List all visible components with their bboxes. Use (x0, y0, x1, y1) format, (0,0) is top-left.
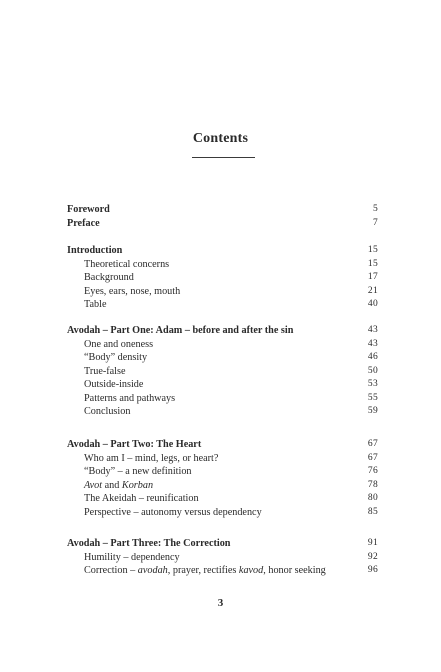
toc-entry-label: “Body” – a new definition (84, 466, 192, 477)
toc-entry-page: 78 (367, 479, 378, 490)
label-text: and (102, 479, 122, 491)
toc-subentry[interactable] (67, 285, 378, 299)
toc-entry-page: 91 (367, 538, 378, 548)
toc-entry-page: 15 (367, 258, 378, 269)
toc-entry-page: 43 (367, 338, 378, 349)
toc-entry-page: 21 (367, 285, 378, 296)
toc-subentry[interactable] (67, 564, 378, 578)
toc-subentry[interactable] (67, 492, 378, 506)
toc-subentry[interactable] (67, 298, 378, 312)
toc-front-matter (67, 203, 378, 230)
toc-entry-page: 76 (367, 466, 378, 476)
toc-entry-page: 59 (367, 406, 378, 416)
toc-entry-part-two[interactable] (67, 438, 378, 452)
toc-subentry[interactable] (67, 392, 378, 406)
toc-entry-label: Preface (67, 217, 100, 229)
toc-subentry[interactable] (67, 258, 378, 272)
toc-subentry[interactable] (67, 465, 378, 479)
toc-subentry[interactable] (67, 506, 378, 520)
toc-entry-part-one[interactable] (67, 324, 378, 338)
toc-entry-label: Perspective – autonomy versus dependency (84, 506, 262, 518)
toc-entry-label: Avodah – Part Three: The Correction (67, 538, 231, 549)
italic-term: avodah (137, 565, 168, 576)
toc-entry-page: 67 (367, 439, 378, 449)
toc-entry-label: Foreword (67, 204, 110, 215)
toc-entry-part-three[interactable] (67, 537, 378, 551)
toc-entry-label: Patterns and pathways (84, 392, 176, 404)
toc-entry-page: 96 (367, 565, 378, 575)
toc-entry-label: “Body” density (84, 352, 148, 363)
toc-entry-page: 50 (367, 365, 378, 376)
toc-entry-page: 40 (367, 299, 378, 309)
toc-subentry[interactable] (67, 351, 378, 365)
toc-entry-label: Humility – dependency (84, 551, 180, 563)
toc-entry-page: 17 (367, 272, 378, 282)
label-text: Correction – (84, 565, 138, 576)
label-text: , prayer, rectifies (167, 565, 239, 576)
toc-subentry[interactable] (67, 479, 378, 493)
toc-entry-label: Eyes, ears, nose, mouth (84, 285, 181, 297)
toc-subentry[interactable] (67, 271, 378, 285)
title-rule (192, 157, 255, 158)
toc-entry-page: 53 (367, 379, 378, 389)
toc-subentry[interactable] (67, 405, 378, 419)
toc-entry-label: The Akeidah – reunification (84, 493, 199, 504)
toc-entry-label: Background (84, 272, 134, 283)
toc-entry-page: 46 (367, 352, 378, 362)
toc-entry-label: Who am I – mind, legs, or heart? (84, 452, 219, 464)
toc-subentry[interactable] (67, 551, 378, 565)
toc-entry-label: Avodah – Part One: Adam – before and after the sin (67, 325, 294, 336)
toc-entry-label: True-false (84, 365, 126, 377)
italic-term: kavod (238, 565, 264, 576)
toc-entry-page: 85 (367, 506, 378, 517)
toc-entry-page: 7 (372, 217, 378, 228)
toc-entry-page: 43 (367, 325, 378, 335)
toc-entry-label: Introduction (67, 245, 123, 256)
toc-entry-label: One and oneness (84, 338, 154, 350)
toc-entry-preface[interactable] (67, 217, 378, 231)
toc-section-part-three (67, 537, 378, 578)
italic-term: Korban (121, 479, 154, 491)
italic-term: Avot (84, 479, 103, 491)
toc-section-introduction (67, 244, 378, 312)
page-title: Contents (192, 131, 249, 146)
toc-entry-page: 92 (367, 551, 378, 562)
toc-section-part-one (67, 324, 378, 419)
toc-entry-label: Table (84, 299, 107, 310)
toc-entry-page: 80 (367, 493, 378, 503)
toc-subentry[interactable] (67, 338, 378, 352)
toc-entry-page: 5 (372, 204, 378, 214)
toc-entry-label (84, 564, 326, 578)
toc-entry-introduction[interactable] (67, 244, 378, 258)
toc-subentry[interactable] (67, 378, 378, 392)
label-text: , honor seeking (263, 565, 326, 576)
toc-entry-label: Avodah – Part Two: The Heart (67, 439, 202, 450)
toc-entry-page: 15 (367, 245, 378, 255)
toc-entry-label: Outside-inside (84, 379, 144, 390)
toc-section-part-two (67, 438, 378, 519)
toc-entry-label: Theoretical concerns (84, 258, 170, 270)
page-number: 3 (217, 597, 224, 609)
toc-entry-page: 67 (367, 452, 378, 463)
toc-entry-foreword[interactable] (67, 203, 378, 217)
toc-entry-page: 55 (367, 392, 378, 403)
toc-subentry[interactable] (67, 452, 378, 466)
toc-subentry[interactable] (67, 365, 378, 379)
toc-entry-label (84, 479, 153, 493)
toc-entry-label: Conclusion (84, 406, 131, 417)
